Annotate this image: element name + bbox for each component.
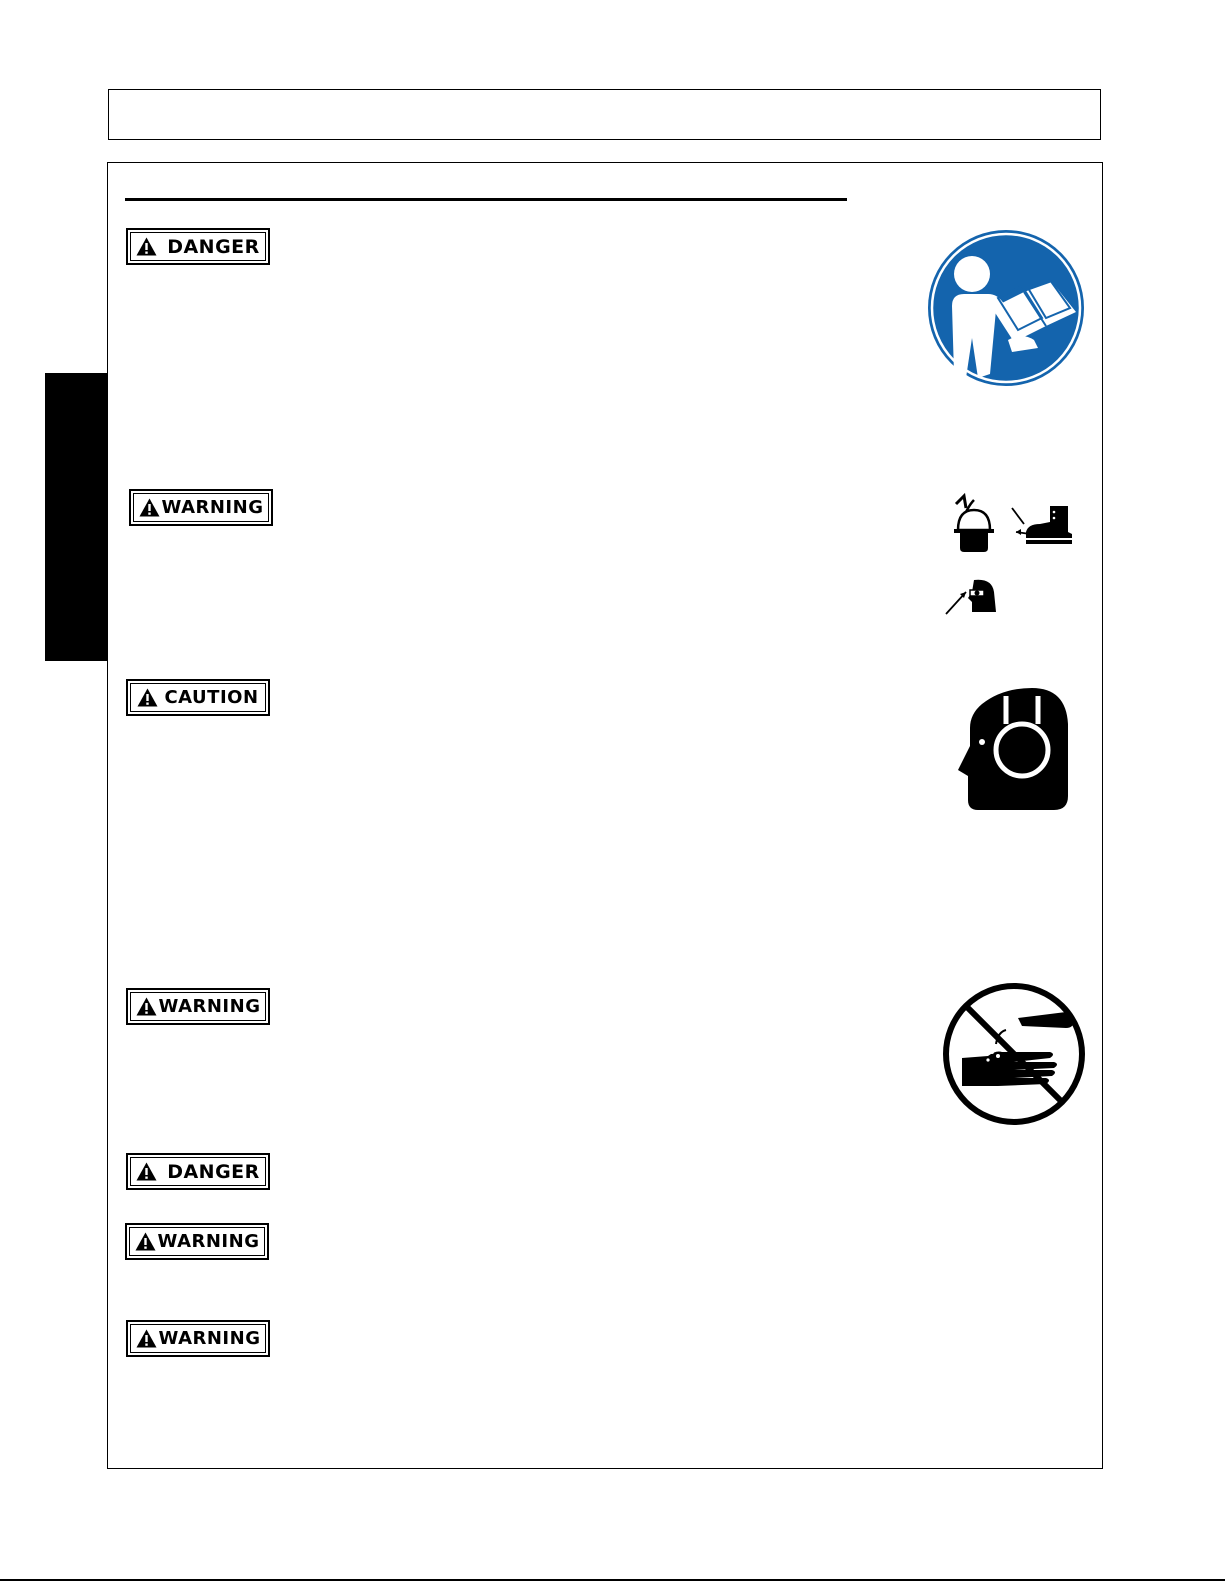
hearing-protection-icon (952, 684, 1072, 812)
warning-sign-2 (126, 988, 270, 1025)
safety-glasses-icon (944, 578, 998, 616)
signal-word: WARNING (158, 1328, 261, 1349)
hard-hat-icon (950, 490, 996, 554)
section-side-tab (45, 373, 108, 661)
signal-word: DANGER (167, 235, 260, 258)
safety-boot-icon (1010, 502, 1074, 546)
caution-sign (126, 679, 270, 716)
danger-sign-2 (126, 1153, 270, 1190)
signal-word: WARNING (157, 1231, 260, 1252)
signal-word: WARNING (158, 996, 261, 1017)
signal-word: WARNING (161, 497, 264, 518)
alert-triangle-icon (136, 997, 157, 1016)
danger-sign-1 (126, 228, 270, 265)
read-manual-icon (926, 228, 1086, 388)
warning-sign-4 (126, 1320, 270, 1357)
no-chemical-contact-icon (942, 982, 1090, 1130)
alert-triangle-icon (137, 688, 158, 707)
section-heading-rule (125, 198, 847, 201)
signal-word: CAUTION (164, 687, 259, 708)
warning-sign-3 (125, 1223, 269, 1260)
alert-triangle-icon (136, 1329, 157, 1348)
warning-sign-1 (129, 489, 273, 526)
alert-triangle-icon (139, 498, 160, 517)
alert-triangle-icon (136, 237, 157, 256)
alert-triangle-icon (136, 1162, 157, 1181)
signal-word: DANGER (167, 1160, 260, 1183)
footer-rule (0, 1579, 1225, 1581)
alert-triangle-icon (135, 1232, 156, 1251)
header-box (108, 89, 1101, 140)
